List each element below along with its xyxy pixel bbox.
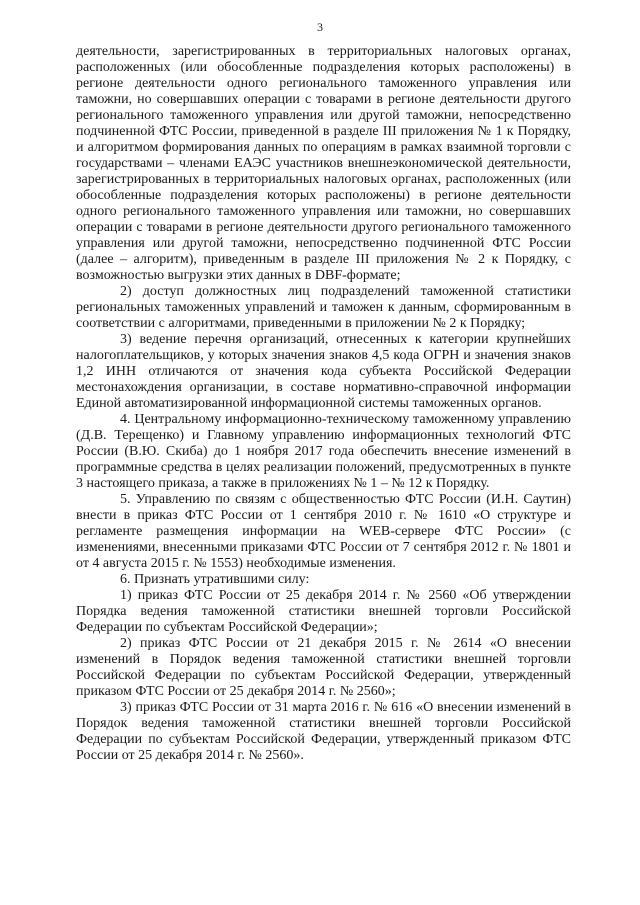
document-body <box>76 44 571 764</box>
paragraph-continuation: деятельности, зарегистрированных в территориальных налоговых органах, расположенных (или обособленные подразделения которых расположены) в регионе деятельности одного регионального таможенного управления или таможни, но совершавших операции с товарами в регионе деятельности другого регионального таможенного управления или другой таможни, непосредственно подчиненной ФТС России, приведенной в разделе III приложения № 1 к Порядку, и алгоритмом формирования данных по операциям в рамках взаимной торговли с государствами – членами ЕАЭС участников внешнеэкономической деятельности, зарегистрированных в территориальных налоговых органах, расположенных (или обособленные подразделения которых расположены) в регионе деятельности одного регионального таможенного управления или таможни, но совершавших операции с товарами в регионе деятельности другого регионального таможенного управления или другой таможни, непосредственно подчиненной ФТС России (далее – алгоритм), приведенным в разделе III приложения № 2 к Порядку, с возможностью выгрузки этих данных в DBF-формате; <box>76 44 571 283</box>
paragraph-clause-6: 6. Признать утратившими силу: <box>120 572 310 587</box>
paragraph-item-3-taxpayers-list: 3) ведение перечня организаций, отнесенных к категории крупнейших налогоплательщиков, у которых значения знаков 4,5 кода ОГРН и значения знаков 1,2 ИНН отличаются от значения кода субъекта Российской Федерации местонахождения организации, в составе нормативно-справочной информации Единой автоматизированной информационной системы таможенных органов. <box>76 332 571 411</box>
paragraph-clause-4: 4. Центральному информационно-техническому таможенному управлению (Д.В. Терещенко) и Главному управлению информационных технологий ФТС России (В.Ю. Скиба) до 1 ноября 2017 года обеспечить внесение изменений в программные средства в целях реализации положений, предусмотренных в пункте 3 настоящего приказа, а также в приложениях № 1 – № 12 к Порядку. <box>76 412 571 491</box>
paragraph-item-2-access: 2) доступ должностных лиц подразделений таможенной статистики региональных таможенных управлений и таможен к данным, сформированным в соответствии с алгоритмами, приведенными в приложении № 2 к Порядку; <box>76 284 571 331</box>
page-number: 3 <box>317 20 323 34</box>
paragraph-repealed-order-1: 1) приказ ФТС России от 25 декабря 2014 г. № 2560 «Об утверждении Порядка ведения таможенной статистики внешней торговли Российской Федерации по субъектам Российской Федерации»; <box>76 588 571 635</box>
paragraph-repealed-order-2: 2) приказ ФТС России от 21 декабря 2015 г. № 2614 «О внесении изменений в Порядок ведения таможенной статистики внешней торговли Российской Федерации по субъектам Российской Федерации, утвержденный приказом ФТС России от 25 декабря 2014 г. № 2560»; <box>76 636 571 699</box>
paragraph-clause-5: 5. Управлению по связям с общественностью ФТС России (И.Н. Саутин) внести в приказ ФТС России от 1 сентября 2010 г. № 1610 «О структуре и регламенте размещения информации на WEB-сервере ФТС России» (с изменениями, внесенными приказами ФТС России от 7 сентября 2012 г. № 1801 и от 4 августа 2015 г. № 1553) необходимые изменения. <box>76 492 571 571</box>
paragraph-repealed-order-3: 3) приказ ФТС России от 31 марта 2016 г. № 616 «О внесении изменений в Порядок ведения таможенной статистики внешней торговли Российской Федерации по субъектам Российской Федерации, утвержденный приказом ФТС России от 25 декабря 2014 г. № 2560». <box>76 700 571 763</box>
